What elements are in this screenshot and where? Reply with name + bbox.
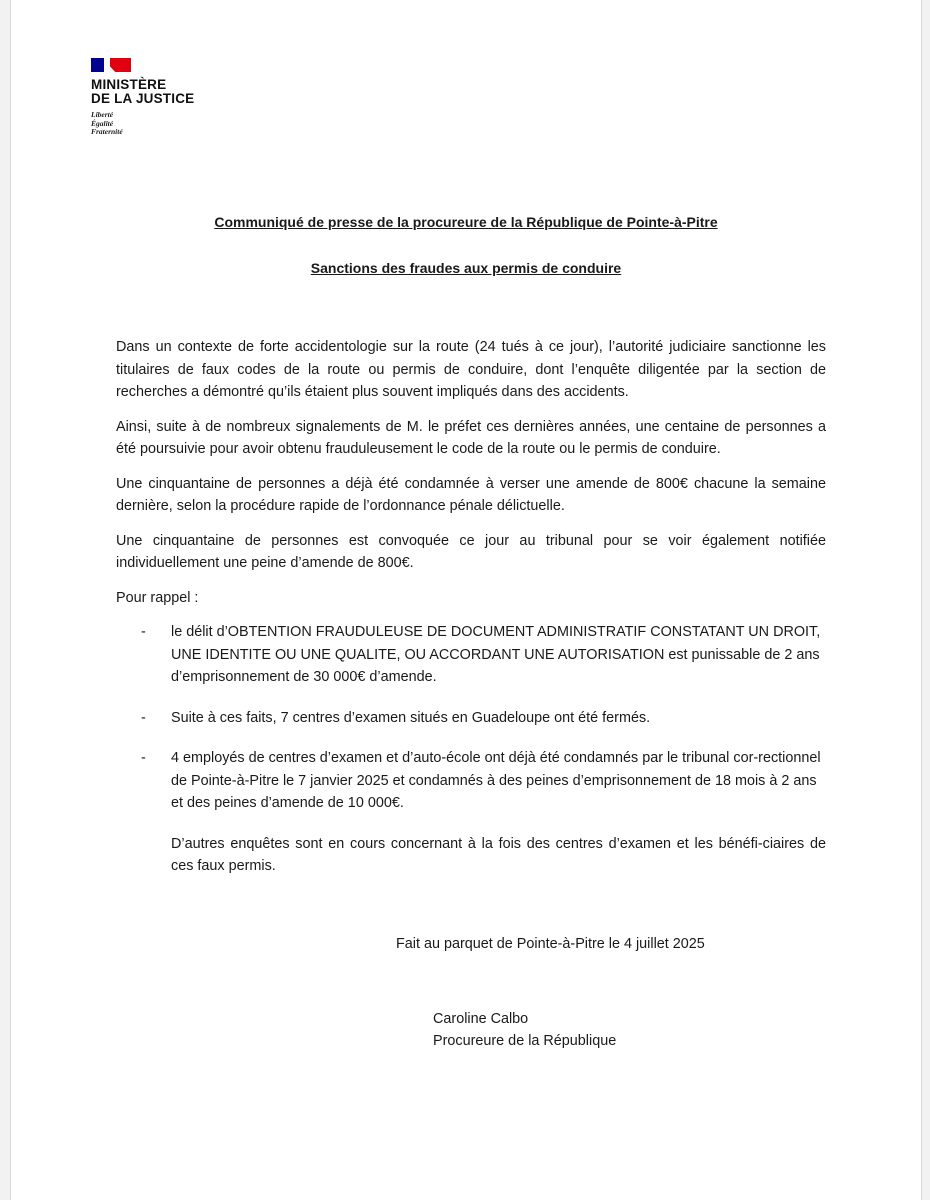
list-item [116, 747, 826, 815]
ongoing-investigations-note: D’autres enquêtes sont en cours concernant à la fois des centres d’examen et les bénéfi-ciaires de ces faux permis. [171, 835, 826, 874]
ministry-line-1: MINISTÈRE [91, 77, 167, 92]
reminder-list [116, 621, 826, 815]
bullet-text: Suite à ces faits, 7 centres d’examen situés en Guadeloupe ont été fermés. [171, 709, 651, 726]
reminder-label: Pour rappel : [116, 589, 199, 606]
motto-liberte: Liberté [91, 110, 114, 119]
closing-place-date: Fait au parquet de Pointe-à-Pitre le 4 juillet 2025 [396, 936, 705, 952]
press-release-subtitle: Sanctions des fraudes aux permis de conduire [310, 260, 622, 276]
bullet-dash: - [141, 750, 146, 766]
paragraph-summons: Une cinquantaine de personnes est convoquée ce jour au tribunal pour se voir également notifiée individuellement une peine d’amende de 800€. [116, 532, 826, 571]
paragraph-convictions: Une cinquantaine de personnes a déjà été condamnée à verser une amende de 800€ chacune la semaine dernière, selon la procédure rapide de l’ordonnance pénale délictuelle. [116, 475, 826, 514]
list-item [116, 707, 826, 730]
bullet-dash: - [141, 624, 146, 640]
paragraph-context: Dans un contexte de forte accidentologie sur la route (24 tués à ce jour), l’autorité judiciaire sanctionne les titulaires de faux codes de la route ou permis de conduire, dont l’enquête diligentée par la section de recherches a démontré qu’ils étaient plus souvent impliqués dans des accidents. [116, 339, 826, 400]
republic-motto [91, 111, 194, 137]
paragraph-prosecutions: Ainsi, suite à de nombreux signalements de M. le préfet ces dernières années, une centaine de personnes a été poursuivie pour avoir obtenu frauduleusement le code de la route ou le permis de conduire. [116, 418, 826, 457]
document-page [10, 0, 922, 1200]
ministry-name [91, 78, 194, 106]
ministry-line-2: DE LA JUSTICE [91, 91, 195, 106]
bullet-text: le délit d’OBTENTION FRAUDULEUSE DE DOCUMENT ADMINISTRATIF CONSTATANT UN DROIT, UNE IDENTITE OU UNE QUALITE, OU ACCORDANT UNE AUTORISATION est punissable de 2 ans d’emprisonnement de 30 000€ d’amende. [171, 624, 821, 685]
signatory-name: Caroline Calbo [433, 1011, 529, 1027]
list-item [116, 621, 826, 689]
bullet-dash: - [141, 709, 146, 726]
ministry-logo [91, 58, 194, 137]
marianne-flag-icon [91, 58, 131, 72]
motto-egalite: Égalité [91, 118, 114, 128]
signatory-role: Procureure de la République [433, 1033, 617, 1049]
bullet-text: 4 employés de centres d’examen et d’auto-école ont déjà été condamnés par le tribunal cor-rectionnel de Pointe-à-Pitre le 7 janvier 2025 et condamnés à des peines d’emprisonnement de 18 mois à 2 ans et des peines d’amende de 10 000€. [171, 750, 821, 811]
press-release-body [116, 336, 826, 890]
motto-fraternite: Fraternité [91, 127, 123, 136]
signature-block [433, 1008, 616, 1052]
press-release-title: Communiqué de presse de la procureure de la République de Pointe-à-Pitre [214, 214, 718, 230]
